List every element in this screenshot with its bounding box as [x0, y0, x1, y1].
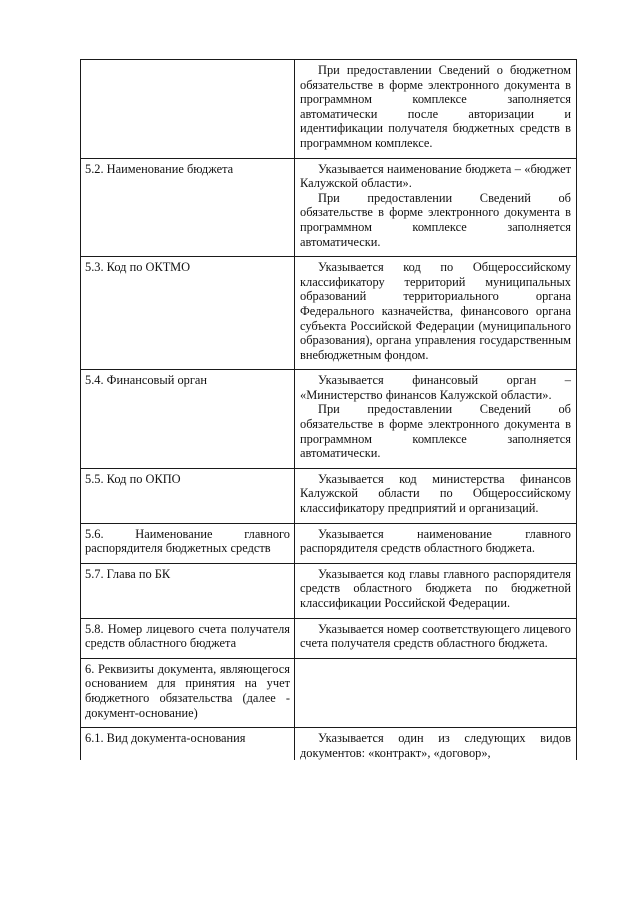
- row-description-cell: [295, 523, 577, 563]
- row-description-cell: [295, 658, 577, 727]
- row-label-cell: [81, 257, 295, 370]
- table-row: [81, 257, 577, 370]
- row-description-cell: [295, 563, 577, 618]
- table-row: [81, 618, 577, 658]
- description-paragraph: При предоставлении Сведений о бюджетном обязательстве в форме электронного документа в программном комплексе заполняется автоматически после авторизации и идентификации получателя бюджетных средств в программном комплексе.: [300, 63, 571, 150]
- description-paragraph: Указывается финансовый орган – «Министерство финансов Калужской области».: [300, 373, 571, 402]
- table-row: [81, 60, 577, 159]
- row-label-cell: [81, 370, 295, 469]
- table-row: [81, 563, 577, 618]
- description-paragraph: Указывается наименование бюджета – «бюджет Калужской области».: [300, 161, 571, 191]
- description-paragraph: Указывается код главы главного распорядителя средств областного бюджета по бюджетной классификации Российской Федерации.: [300, 566, 571, 610]
- description-paragraph: При предоставлении Сведений об обязательстве в форме электронного документа в программном комплексе заполняется автоматически.: [300, 402, 571, 461]
- row-label-cell: [81, 618, 295, 658]
- description-paragraph: Указывается наименование главного распорядителя средств областного бюджета.: [300, 526, 571, 556]
- document-table: [80, 59, 577, 760]
- description-paragraph: Указывается код министерства финансов Калужской области по Общероссийскому классификатору предприятий и организаций.: [300, 471, 571, 516]
- row-description-cell: [295, 618, 577, 658]
- table-row: [81, 468, 577, 523]
- table-row: [81, 158, 577, 257]
- row-label: 5.6. Наименование главного распорядителя бюджетных средств: [85, 526, 290, 556]
- row-description-cell: [295, 468, 577, 523]
- description-paragraph: Указывается код по Общероссийскому классификатору территорий муниципальных образований территориального органа Федерального казначейства, финансового органа субъекта Российской Федерации (муниципального образования), органа управления государственным внебюджетным фондом.: [300, 260, 571, 362]
- description-paragraph: Указывается один из следующих видов документов: «контракт», «договор»,: [300, 731, 571, 760]
- description-paragraph: Указывается номер соответствующего лицевого счета получателя средств областного бюджета.: [300, 621, 571, 651]
- row-description-cell: [295, 60, 577, 159]
- row-label-cell: [81, 523, 295, 563]
- row-description-cell: [295, 370, 577, 469]
- row-description-cell: [295, 158, 577, 257]
- row-label: 5.3. Код по ОКТМО: [85, 260, 191, 275]
- row-label: 5.5. Код по ОКПО: [85, 471, 181, 486]
- row-label: 6. Реквизиты документа, являющегося основанием для принятия на учет бюджетного обязательства (далее - документ-основание): [85, 661, 290, 720]
- table-row: [81, 728, 577, 761]
- row-label: 5.2. Наименование бюджета: [85, 161, 234, 176]
- row-label: 6.1. Вид документа-основания: [85, 731, 246, 746]
- row-label-cell: [81, 468, 295, 523]
- row-description-cell: [295, 728, 577, 761]
- row-label: 5.4. Финансовый орган: [85, 373, 208, 388]
- row-description-cell: [295, 257, 577, 370]
- table-row: [81, 370, 577, 469]
- row-label: 5.8. Номер лицевого счета получателя средств областного бюджета: [85, 621, 290, 651]
- row-label-cell: [81, 60, 295, 159]
- description-paragraph: При предоставлении Сведений об обязательстве в форме электронного документа в программном комплексе заполняется автоматически.: [300, 190, 571, 249]
- row-label-cell: [81, 658, 295, 727]
- table-row: [81, 523, 577, 563]
- row-label-cell: [81, 158, 295, 257]
- row-label-cell: [81, 563, 295, 618]
- row-label: 5.7. Глава по БК: [85, 566, 171, 581]
- table-row: [81, 658, 577, 727]
- row-label-cell: [81, 728, 295, 761]
